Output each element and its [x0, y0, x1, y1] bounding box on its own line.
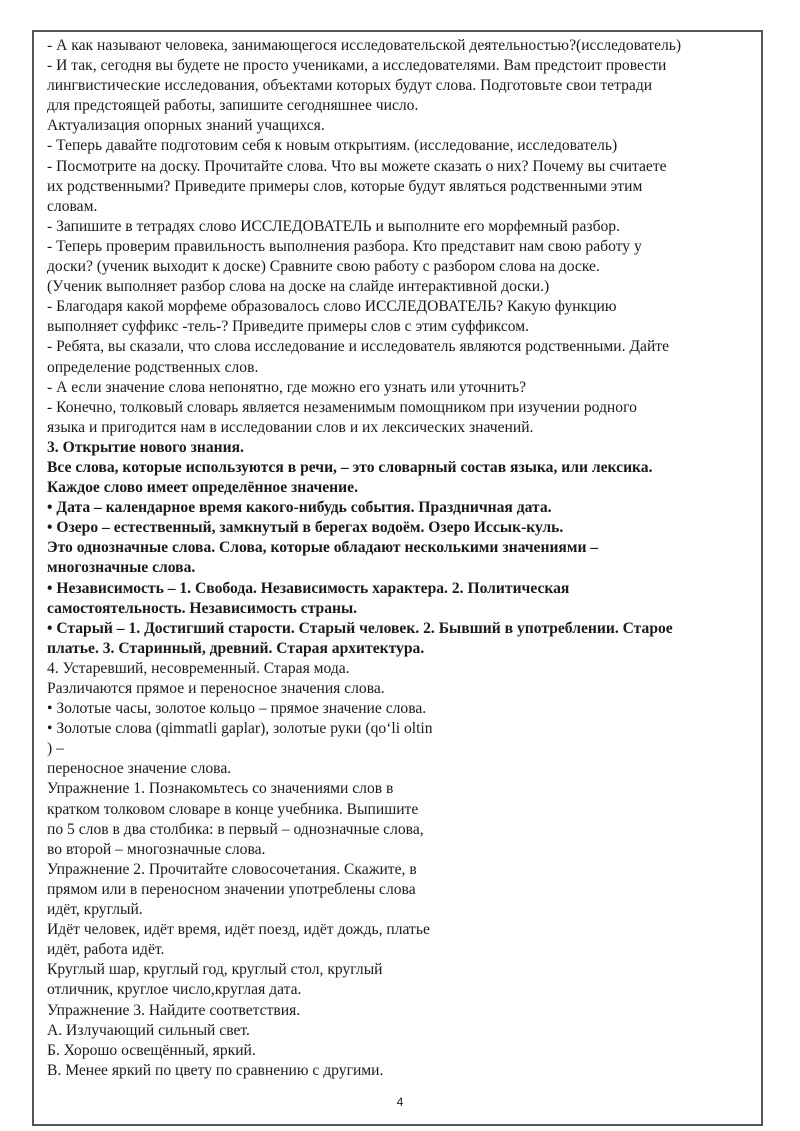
bold-text-line: платье. 3. Старинный, древний. Старая архитектура.	[47, 639, 425, 657]
bold-text-line: самостоятельность. Независимость страны.	[47, 599, 358, 617]
text-line: переносное значение слова.	[47, 760, 232, 778]
bold-text-line: Это однозначные слова. Слова, которые обладают несколькими значениями –	[47, 539, 599, 557]
text-line: • Золотые часы, золотое кольцо – прямое значение слова.	[47, 700, 427, 718]
text-line: - Запишите в тетрадях слово ИССЛЕДОВАТЕЛЬ и выполните его морфемный разбор.	[47, 217, 621, 235]
document-body	[47, 36, 767, 1081]
text-line: для предстоящей работы, запишите сегодняшнее число.	[47, 97, 419, 115]
text-line: кратком толковом словаре в конце учебника. Выпишите	[47, 800, 419, 818]
text-line: Упражнение 2. Прочитайте словосочетания. Скажите, в	[47, 860, 417, 878]
bold-text-line: Каждое слово имеет определённое значение.	[47, 479, 358, 497]
text-line: - Ребята, вы сказали, что слова исследование и исследователь являются родственными. Дайте	[47, 338, 670, 356]
text-line: их родственными? Приведите примеры слов, которые будут являться родственными этим	[47, 177, 643, 195]
bold-text-line: • Старый – 1. Достигший старости. Старый человек. 2. Бывший в употреблении. Старое	[47, 619, 673, 637]
text-line: (Ученик выполняет разбор слова на доске на слайде интерактивной доски.)	[47, 278, 550, 296]
text-line: доски? (ученик выходит к доске) Сравните свою работу с разбором слова на доске.	[47, 258, 600, 276]
text-line: - Теперь проверим правильность выполнения разбора. Кто представит нам свою работу у	[47, 237, 642, 255]
bold-text-line: • Дата – календарное время какого-нибудь события. Праздничная дата.	[47, 499, 552, 517]
bold-text-line: • Независимость – 1. Свобода. Независимость характера. 2. Политическая	[47, 579, 570, 597]
text-line: словам.	[47, 197, 98, 215]
text-line: идёт, круглый.	[47, 901, 143, 919]
text-line: - А если значение слова непонятно, где можно его узнать или уточнить?	[47, 378, 527, 396]
text-line: во второй – многозначные слова.	[47, 840, 266, 858]
text-line: лингвистические исследования, объектами которых будут слова. Подготовьте свои тетради	[47, 77, 653, 95]
text-line: Упражнение 3. Найдите соответствия.	[47, 1001, 301, 1019]
text-line: • Золотые слова (qimmatli gaplar), золотые руки (qo‘li oltin	[47, 720, 433, 738]
text-line: выполняет суффикс -тель-? Приведите примеры слов с этим суффиксом.	[47, 318, 530, 336]
text-line: Упражнение 1. Познакомьтесь со значениями слов в	[47, 780, 394, 798]
text-line: прямом или в переносном значении употреблены слова	[47, 880, 416, 898]
text-line: - Посмотрите на доску. Прочитайте слова. Что вы можете сказать о них? Почему вы считаете	[47, 157, 667, 175]
text-line: Круглый шар, круглый год, круглый стол, круглый	[47, 961, 383, 979]
text-line: А. Излучающий сильный свет.	[47, 1021, 250, 1039]
text-line: В. Менее яркий по цвету по сравнению с другими.	[47, 1061, 384, 1079]
text-line: языка и пригодится нам в исследовании слов и их лексических значений.	[47, 418, 534, 436]
bold-text-line: многозначные слова.	[47, 559, 196, 577]
bold-text-line: • Озеро – естественный, замкнутый в берегах водоём. Озеро Иссык-куль.	[47, 519, 564, 537]
text-line: отличник, круглое число,круглая дата.	[47, 981, 302, 999]
text-line: ) –	[47, 740, 64, 758]
text-line: Актуализация опорных знаний учащихся.	[47, 117, 325, 135]
text-line: - Благодаря какой морфеме образовалось слово ИССЛЕДОВАТЕЛЬ? Какую функцию	[47, 298, 617, 316]
bold-text-line: 3. Открытие нового знания.	[47, 438, 244, 456]
text-line: - И так, сегодня вы будете не просто учениками, а исследователями. Вам предстоит провести	[47, 57, 667, 75]
bold-text-line: Все слова, которые используются в речи, – это словарный состав языка, или лексика.	[47, 458, 653, 476]
text-line: - Конечно, толковый словарь является незаменимым помощником при изучении родного	[47, 398, 637, 416]
text-line: Различаются прямое и переносное значения слова.	[47, 680, 385, 697]
text-line: по 5 слов в два столбика: в первый – однозначные слова,	[47, 820, 424, 838]
text-line: Б. Хорошо освещённый, яркий.	[47, 1041, 256, 1059]
page-number: 4	[396, 1095, 404, 1109]
text-line: 4. Устаревший, несовременный. Старая мода.	[47, 659, 350, 677]
text-line: - Теперь давайте подготовим себя к новым открытиям. (исследование, исследователь)	[47, 137, 618, 155]
text-line: - А как называют человека, занимающегося исследовательской деятельностью?(исследователь)	[47, 37, 682, 54]
text-line: определение родственных слов.	[47, 358, 259, 376]
text-line: идёт, работа идёт.	[47, 941, 165, 959]
text-line: Идёт человек, идёт время, идёт поезд, идёт дождь, платье	[47, 921, 430, 939]
